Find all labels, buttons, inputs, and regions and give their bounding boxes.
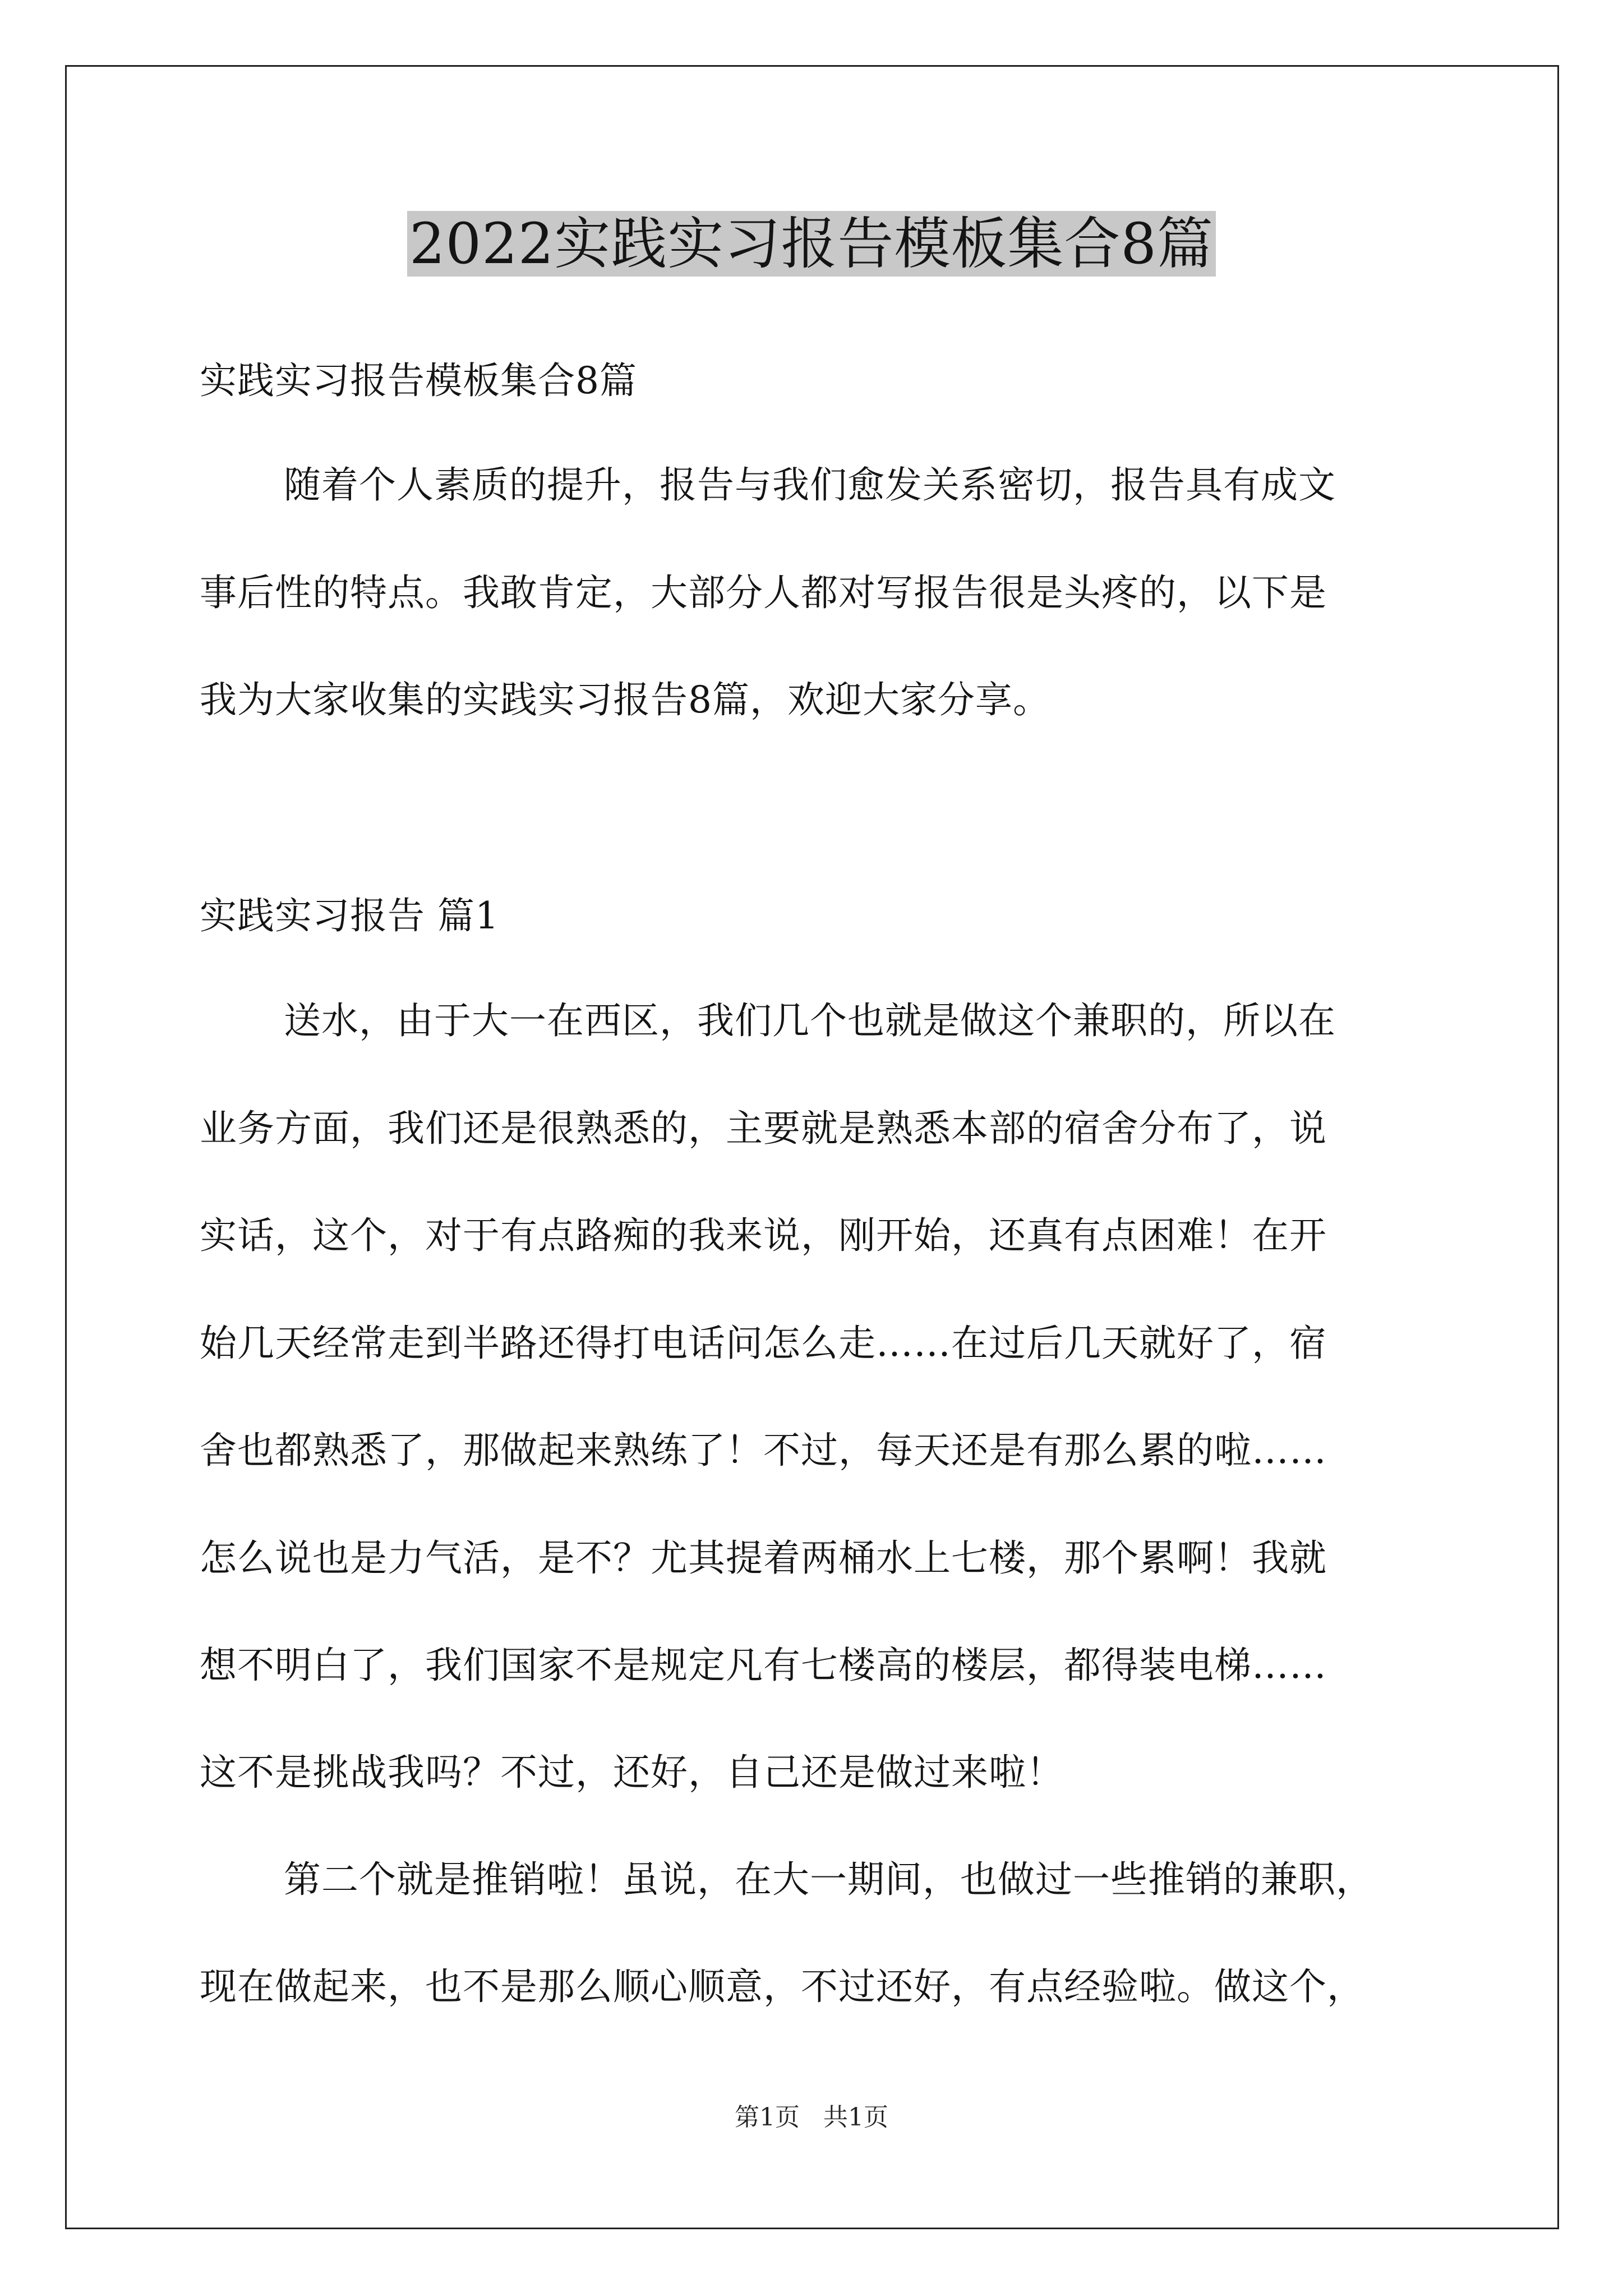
- section-line: 始几天经常走到半路还得打电话问怎么走……在过后几天就好了，宿: [200, 1322, 1327, 1365]
- section-line: 第二个就是推销啦！虽说，在大一期间，也做过一些推销的兼职，: [284, 1858, 1373, 1901]
- intro-line: 我为大家收集的实践实习报告8篇，欢迎大家分享。: [200, 678, 1050, 721]
- section-line: 想不明白了，我们国家不是规定凡有七楼高的楼层，都得装电梯……: [200, 1644, 1327, 1687]
- section-line: 舍也都熟悉了，那做起来熟练了！不过，每天还是有那么累的啦……: [200, 1429, 1327, 1472]
- intro-line: 随着个人素质的提升，报告与我们愈发关系密切，报告具有成文: [284, 463, 1336, 507]
- section-line: 送水，由于大一在西区，我们几个也就是做这个兼职的，所以在: [284, 999, 1336, 1042]
- section-heading: 实践实习报告 篇1: [200, 894, 499, 937]
- section-line: 怎么说也是力气活，是不？尤其提着两桶水上七楼，那个累啊！我就: [200, 1536, 1327, 1580]
- section-line: 实话，这个，对于有点路痴的我来说，刚开始，还真有点困难！在开: [200, 1214, 1327, 1257]
- subtitle: 实践实习报告模板集合8篇: [200, 359, 637, 402]
- section-line: 业务方面，我们还是很熟悉的，主要就是熟悉本部的宿舍分布了，说: [200, 1107, 1327, 1150]
- intro-line: 事后性的特点。我敢肯定，大部分人都对写报告很是头疼的，以下是: [200, 571, 1327, 614]
- section-line: 这不是挑战我吗？不过，还好，自己还是做过来啦！: [200, 1751, 1064, 1794]
- document-title-text: 2022实践实习报告模板集合8篇: [407, 211, 1216, 277]
- section-line: 现在做起来，也不是那么顺心顺意，不过还好，有点经验啦。做这个，: [200, 1965, 1364, 2008]
- document-body: [200, 0, 1433, 2296]
- page-footer: 第1页 共1页: [735, 2103, 888, 2132]
